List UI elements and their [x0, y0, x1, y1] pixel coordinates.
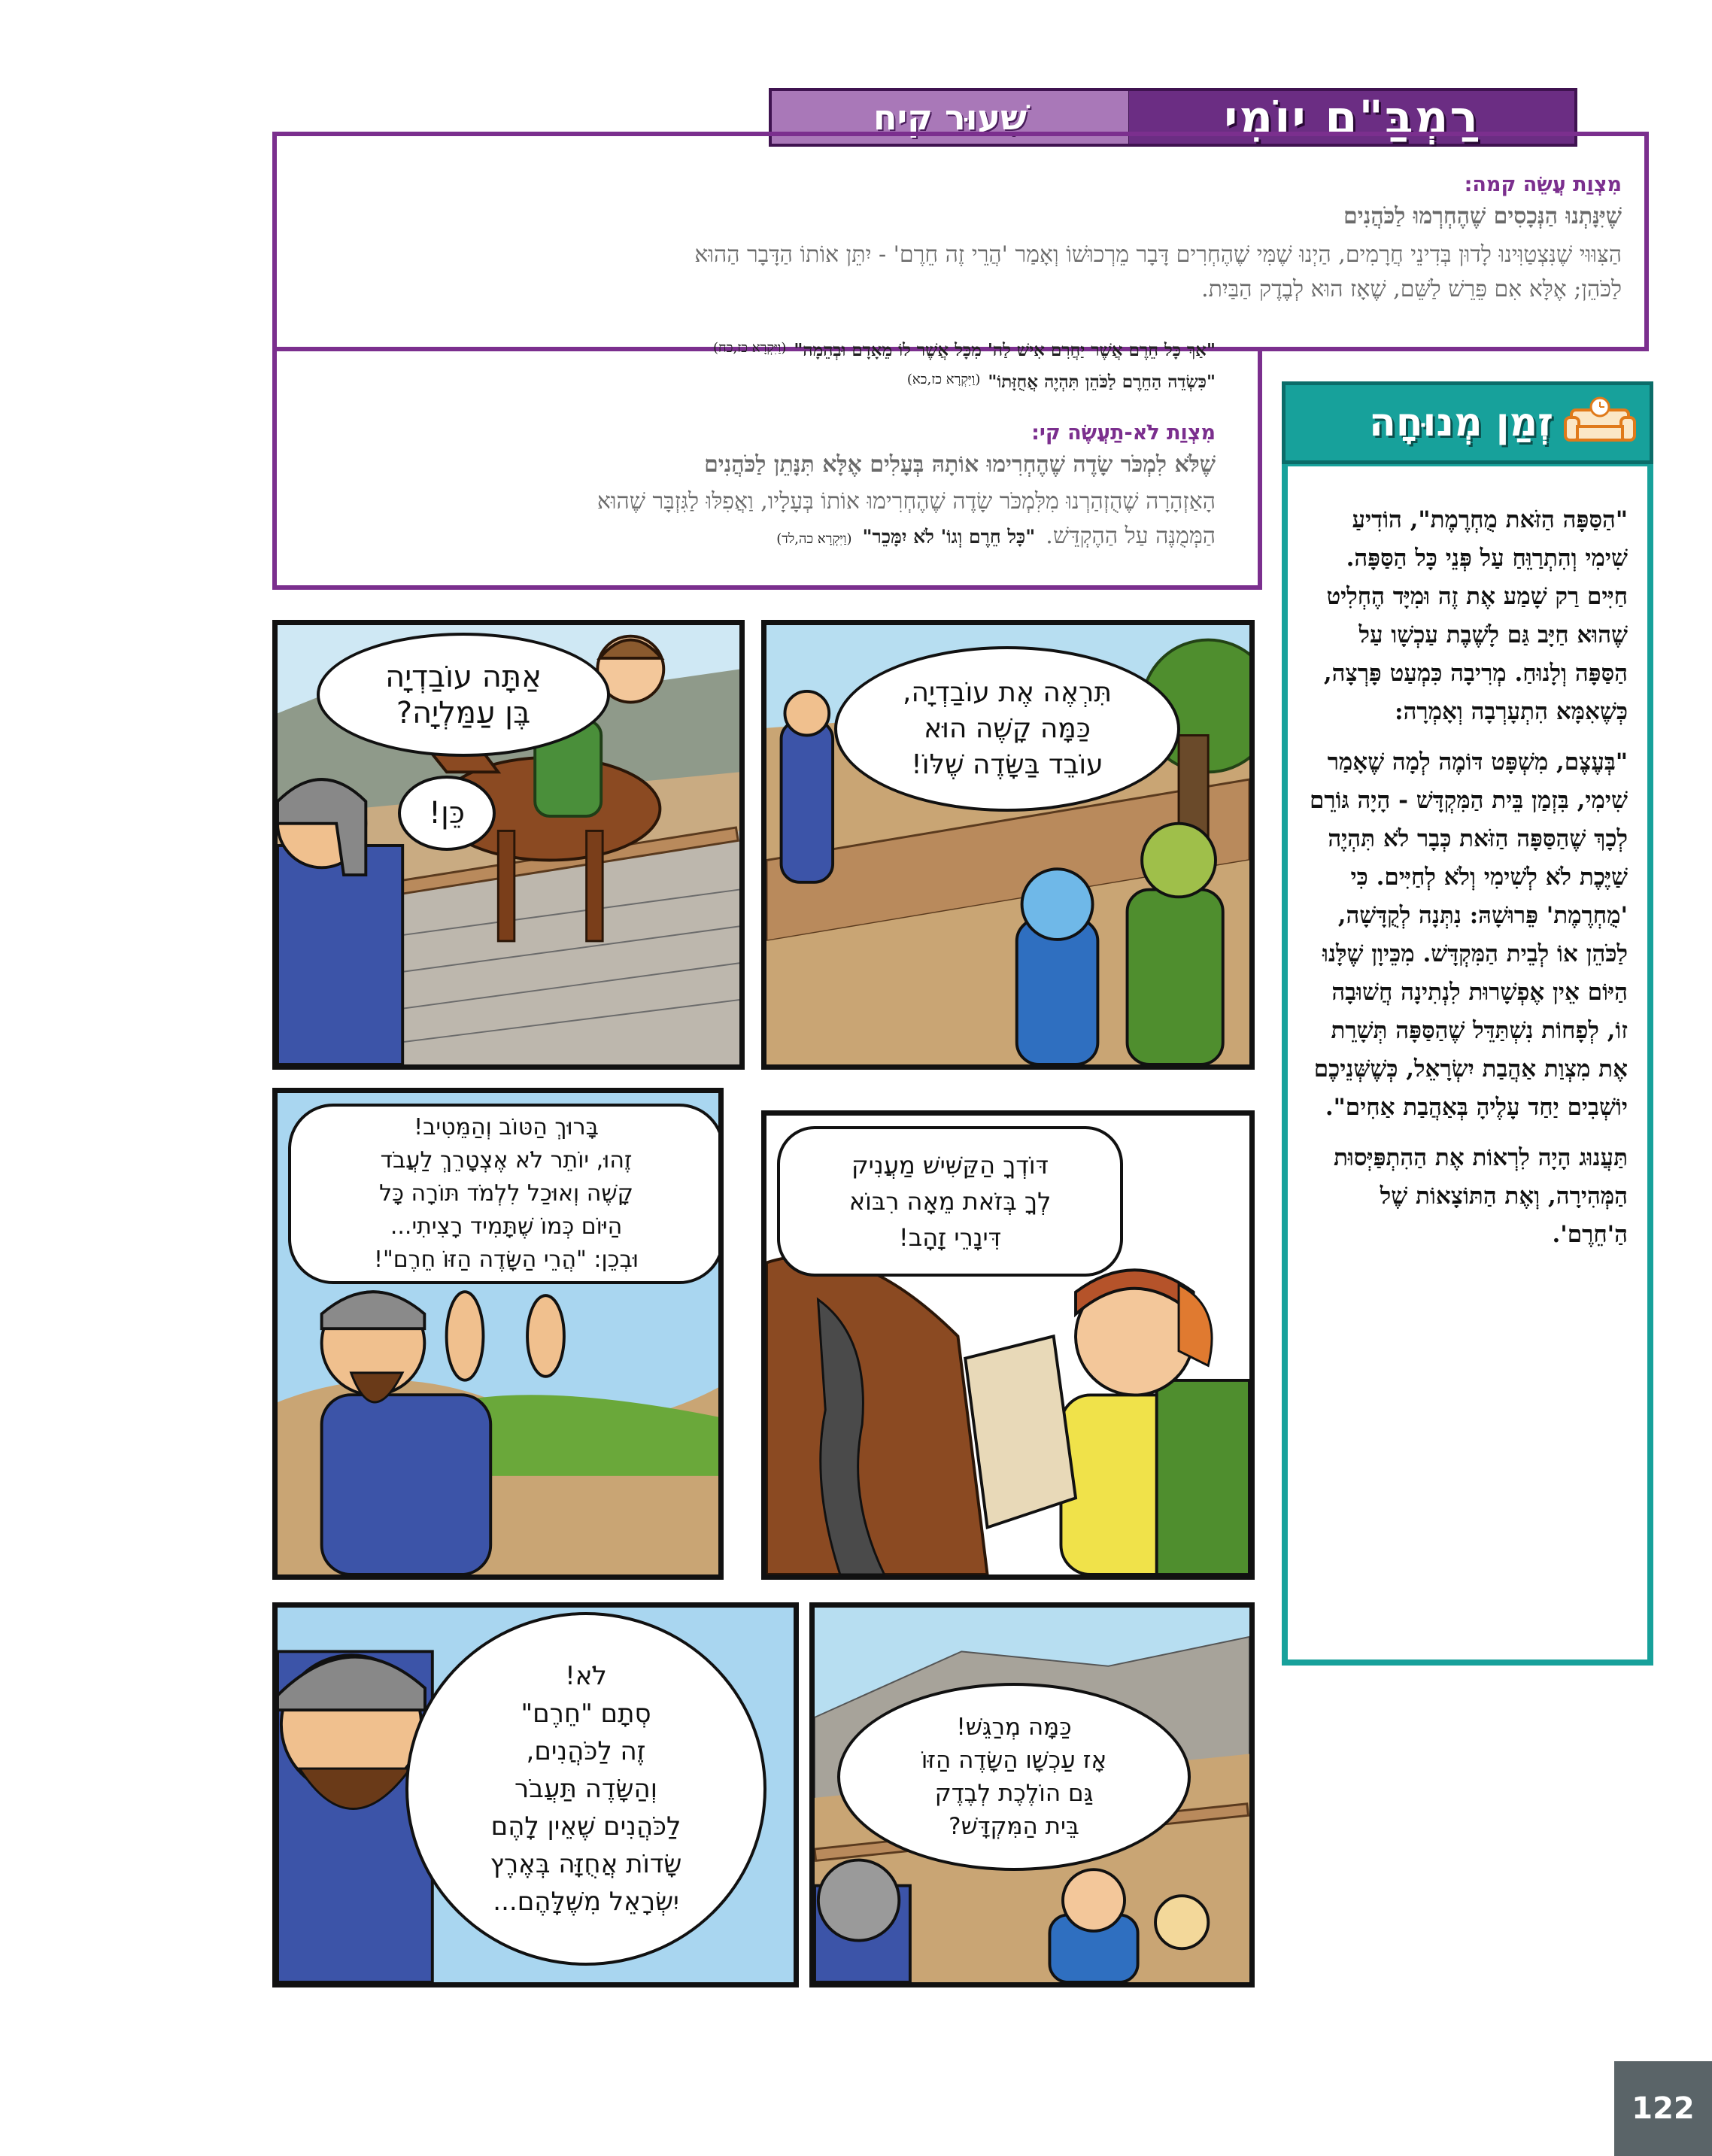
mitzva1-title: מִצְוַת עֲשֵׂה קמה: [1464, 173, 1622, 196]
mitzva2-subtitle: שֶׁלֹּא לִמְכֹּר שָׂדֶה שֶׁהֶחְרִימוּ אוֹתָהּ בְּעָלִים אֶלָּא תִּנָּתֵן לַכֹּהֲנִים [704, 451, 1216, 478]
comic-panel-6 [809, 1602, 1255, 1987]
panel2-bubble: תִּרְאֶה אֶת עוֹבַדְיָה, כַּמָּה קָשֶׁה הוּא עוֹבֵד בַּשָּׂדֶה שֶׁלּוֹ! [834, 646, 1180, 812]
comic-panel-2 [761, 620, 1255, 1070]
story-paragraph-3: תַּעֲנוּג הָיָה לִרְאוֹת אֶת הַהִתְפַּיְּסוּת הַמְּהִירָה, וְאֶת הַתּוֹצָאוֹת שֶׁל הַ'חֵרֶם'. [1334, 1144, 1628, 1248]
story-paragraph-2: "בְּעֶצֶם, מִשְׁפָּט דּוֹמֶה לְמָה שֶׁאָמַר שִׁימִי, בִּזְמַן בֵּית הַמִּקְדָּשׁ - הָיָה גּוֹרֵם לְכָךְ שֶׁהַסַּפָּה הַזֹּאת כְּבָר לֹא תִּהְיֶה שַׁיֶּכֶת לֹא לְשִׁימִי וְלֹא לְחַיִּים. כִּי 'מֻחְרֶמֶת' פֵּרוּשָׁהּ: נִתְּנָה לְקֻדָּשָׁה, לַכֹּהֵן אוֹ לְבֵית הַמִּקְדָּשׁ. מִכֵּיוָן שֶׁלָּנוּ הַיּוֹם אֵין אֶפְשָׁרוּת לִנְתִינָה חֲשׁוּבָה זוֹ, לְפָחוֹת נִשְׁתַּדֵּל שֶׁהַסַּפָּה תְּשָׁרֵת אֶת מִצְוַת אַהֲבַת יִשְׂרָאֵל, כְּשֶׁשְּׁנֵיכֶם יוֹשְׁבִים יַחַד עָלֶיהָ בְּאַהֲבַת אַחִים". [1309, 749, 1628, 1121]
rest-time-title: זְמַן מְנוּחָה [1369, 400, 1553, 445]
page-number: 122 [1614, 2061, 1712, 2156]
mitzva2-title: מִצְוַת לֹא-תַעֲשֶׂה קי: [1031, 421, 1216, 445]
lesson-number: שִׁעוּר קיח [769, 88, 1128, 147]
comic-panel-1 [272, 620, 745, 1070]
page-title: רַמְבַּ"ם יוֹמִי [1126, 88, 1577, 147]
verse1-text: "אַךְ כָּל חֵרֶם אֲשֶׁר יַחֲרִם אִישׁ לַה' מִכָּל אֲשֶׁר לוֹ מֵאָדָם וּבְהֵמָה" [794, 340, 1216, 360]
mitzva2-line2 [313, 519, 1216, 554]
rest-time-box [1282, 460, 1653, 1666]
comic-panel-5 [272, 1602, 799, 1987]
panel1-bubble-answer: כֵּן! [398, 776, 496, 851]
comic-panel-4 [761, 1110, 1255, 1580]
panel6-bubble: כַּמָּה מְרַגֵּשׁ! אָז עַכְשָׁו הַשָּׂדֶה הַזּוֹ גַּם הוֹלֶכֶת לְבֶדֶק בֵּית הַמִּקְדָּשׁ? [837, 1683, 1191, 1871]
mitzva1-subtitle: שֶׁיִּנָּתְנוּ הַנְּכָסִים שֶׁהֶחְרְמוּ לַכֹּהֲנִים [1343, 203, 1622, 229]
panel3-bubble: בָּרוּךְ הַטּוֹב וְהַמֵּטִיב! זֶהוּ, יוֹתֵר לֹא אֶצְטָרֵךְ לַעֲבֹד קָשֶׁה וְאוּכַל לִלְמֹד תּוֹרָה כָּל הַיּוֹם כְּמוֹ שֶׁתָּמִיד רָצִיתִי... וּבְכֵן: "הֲרֵי הַשָּׂדֶה הַזּוֹ חֵרֶם"! [288, 1104, 724, 1284]
panel5-bubble: לֹא! סְתָם "חֵרֶם" זֶה לַכֹּהֲנִים, וְהַשָּׂדֶה תַּעֲבֹר לַכֹּהֲנִים שֶׁאֵין לָהֶם שָׂדוֹת אֲחֻזָּה בְּאֶרֶץ יִשְׂרָאֵל מִשֶּׁלָּהֶם... [405, 1612, 766, 1966]
mitzva2-body-line2: הַמְּמֻנֶּה עַל הַהֶקְדֵּשׁ. [1046, 523, 1216, 549]
panel4-bubble: דּוֹדְךָ הַקַּשִּׁישׁ מַעֲנִיק לְךָ בְּזֹאת מֵאָה רִבּוֹא דִּינָרֵי זָהָב! [777, 1126, 1123, 1277]
rest-time-story [1307, 501, 1628, 1266]
mitzva2-body-line1: הָאַזְהָרָה שֶׁהֻזְהַרְנוּ מִלִּמְכֹּר שָׂדֶה שֶׁהֶחְרִימוּ אוֹתוֹ בְּעָלָיו, וַאֲפִלּוּ לַגִּזְבָּר שֶׁהוּא [596, 488, 1216, 515]
mitzva2-verse: "כָּל חֵרֶם וְגוֹ' לֹא יִמָּכֵר" [862, 526, 1036, 548]
verse1-ref: (וַיִּקְרָא כז,כח) [713, 340, 787, 356]
sofa-icon [1564, 396, 1636, 449]
mitzva2-verse-ref: (וַיִּקְרָא כה,לד) [776, 531, 852, 547]
rest-time-header [1282, 381, 1653, 464]
comic-panel-3 [272, 1088, 724, 1580]
mitzva1-verse1 [539, 340, 1216, 360]
mitzva1-body-line2: לַכֹּהֵן; אֶלָּא אִם פֵּרֵשׁ לַשֵּׁם, שֶׁאָז הוּא לְבֶדֶק הַבַּיִת. [1201, 276, 1622, 302]
verse2-text: "כִּשְׂדֵה הַחֵרֶם לַכֹּהֵן תִּהְיֶה אֲחֻזָּתוֹ" [988, 372, 1216, 392]
mitzva1-body-line1: הַצִּוּוּי שֶׁנִּצְטַוִּינוּ לָדוּן בְּדִינֵי חֲרָמִים, הַיְנוּ שֶׁמִּי שֶׁהֶחְרִים דָּבָר מֵרְכוּשׁוֹ וְאָמַר 'הֲרֵי זֶה חֵרֶם' - יִתֵּן אוֹתוֹ הַדָּבָר הַהוּא [694, 241, 1622, 268]
mitzva1-verse2 [539, 372, 1216, 392]
panel1-bubble-question: אַתָּה עוֹבַדְיָה בֶּן עַמַּלְיָה? [317, 633, 610, 757]
verse2-ref: (וַיִּקְרָא כז,כא) [906, 372, 981, 387]
story-paragraph-1: "הַסַּפָּה הַזֹּאת מֻחְרֶמֶת", הוֹדִיעַ שִׁימִי וְהִתְרַוֵּחַ עַל פְּנֵי כָּל הַסַּפָּה. חַיִּים רַק שָׁמַע אֶת זֶה וּמִיָּד הֶחְלִיט שֶׁהוּא חַיָּב גַּם לָשֶׁבֶת עַכְשָׁו עַל הַסַּפָּה וְלָנוּחַ. מְרִיבָה כִּמְעַט פָּרְצָה, כְּשֶׁאִמָּא הִתְעָרְבָה וְאָמְרָה: [1323, 506, 1628, 725]
